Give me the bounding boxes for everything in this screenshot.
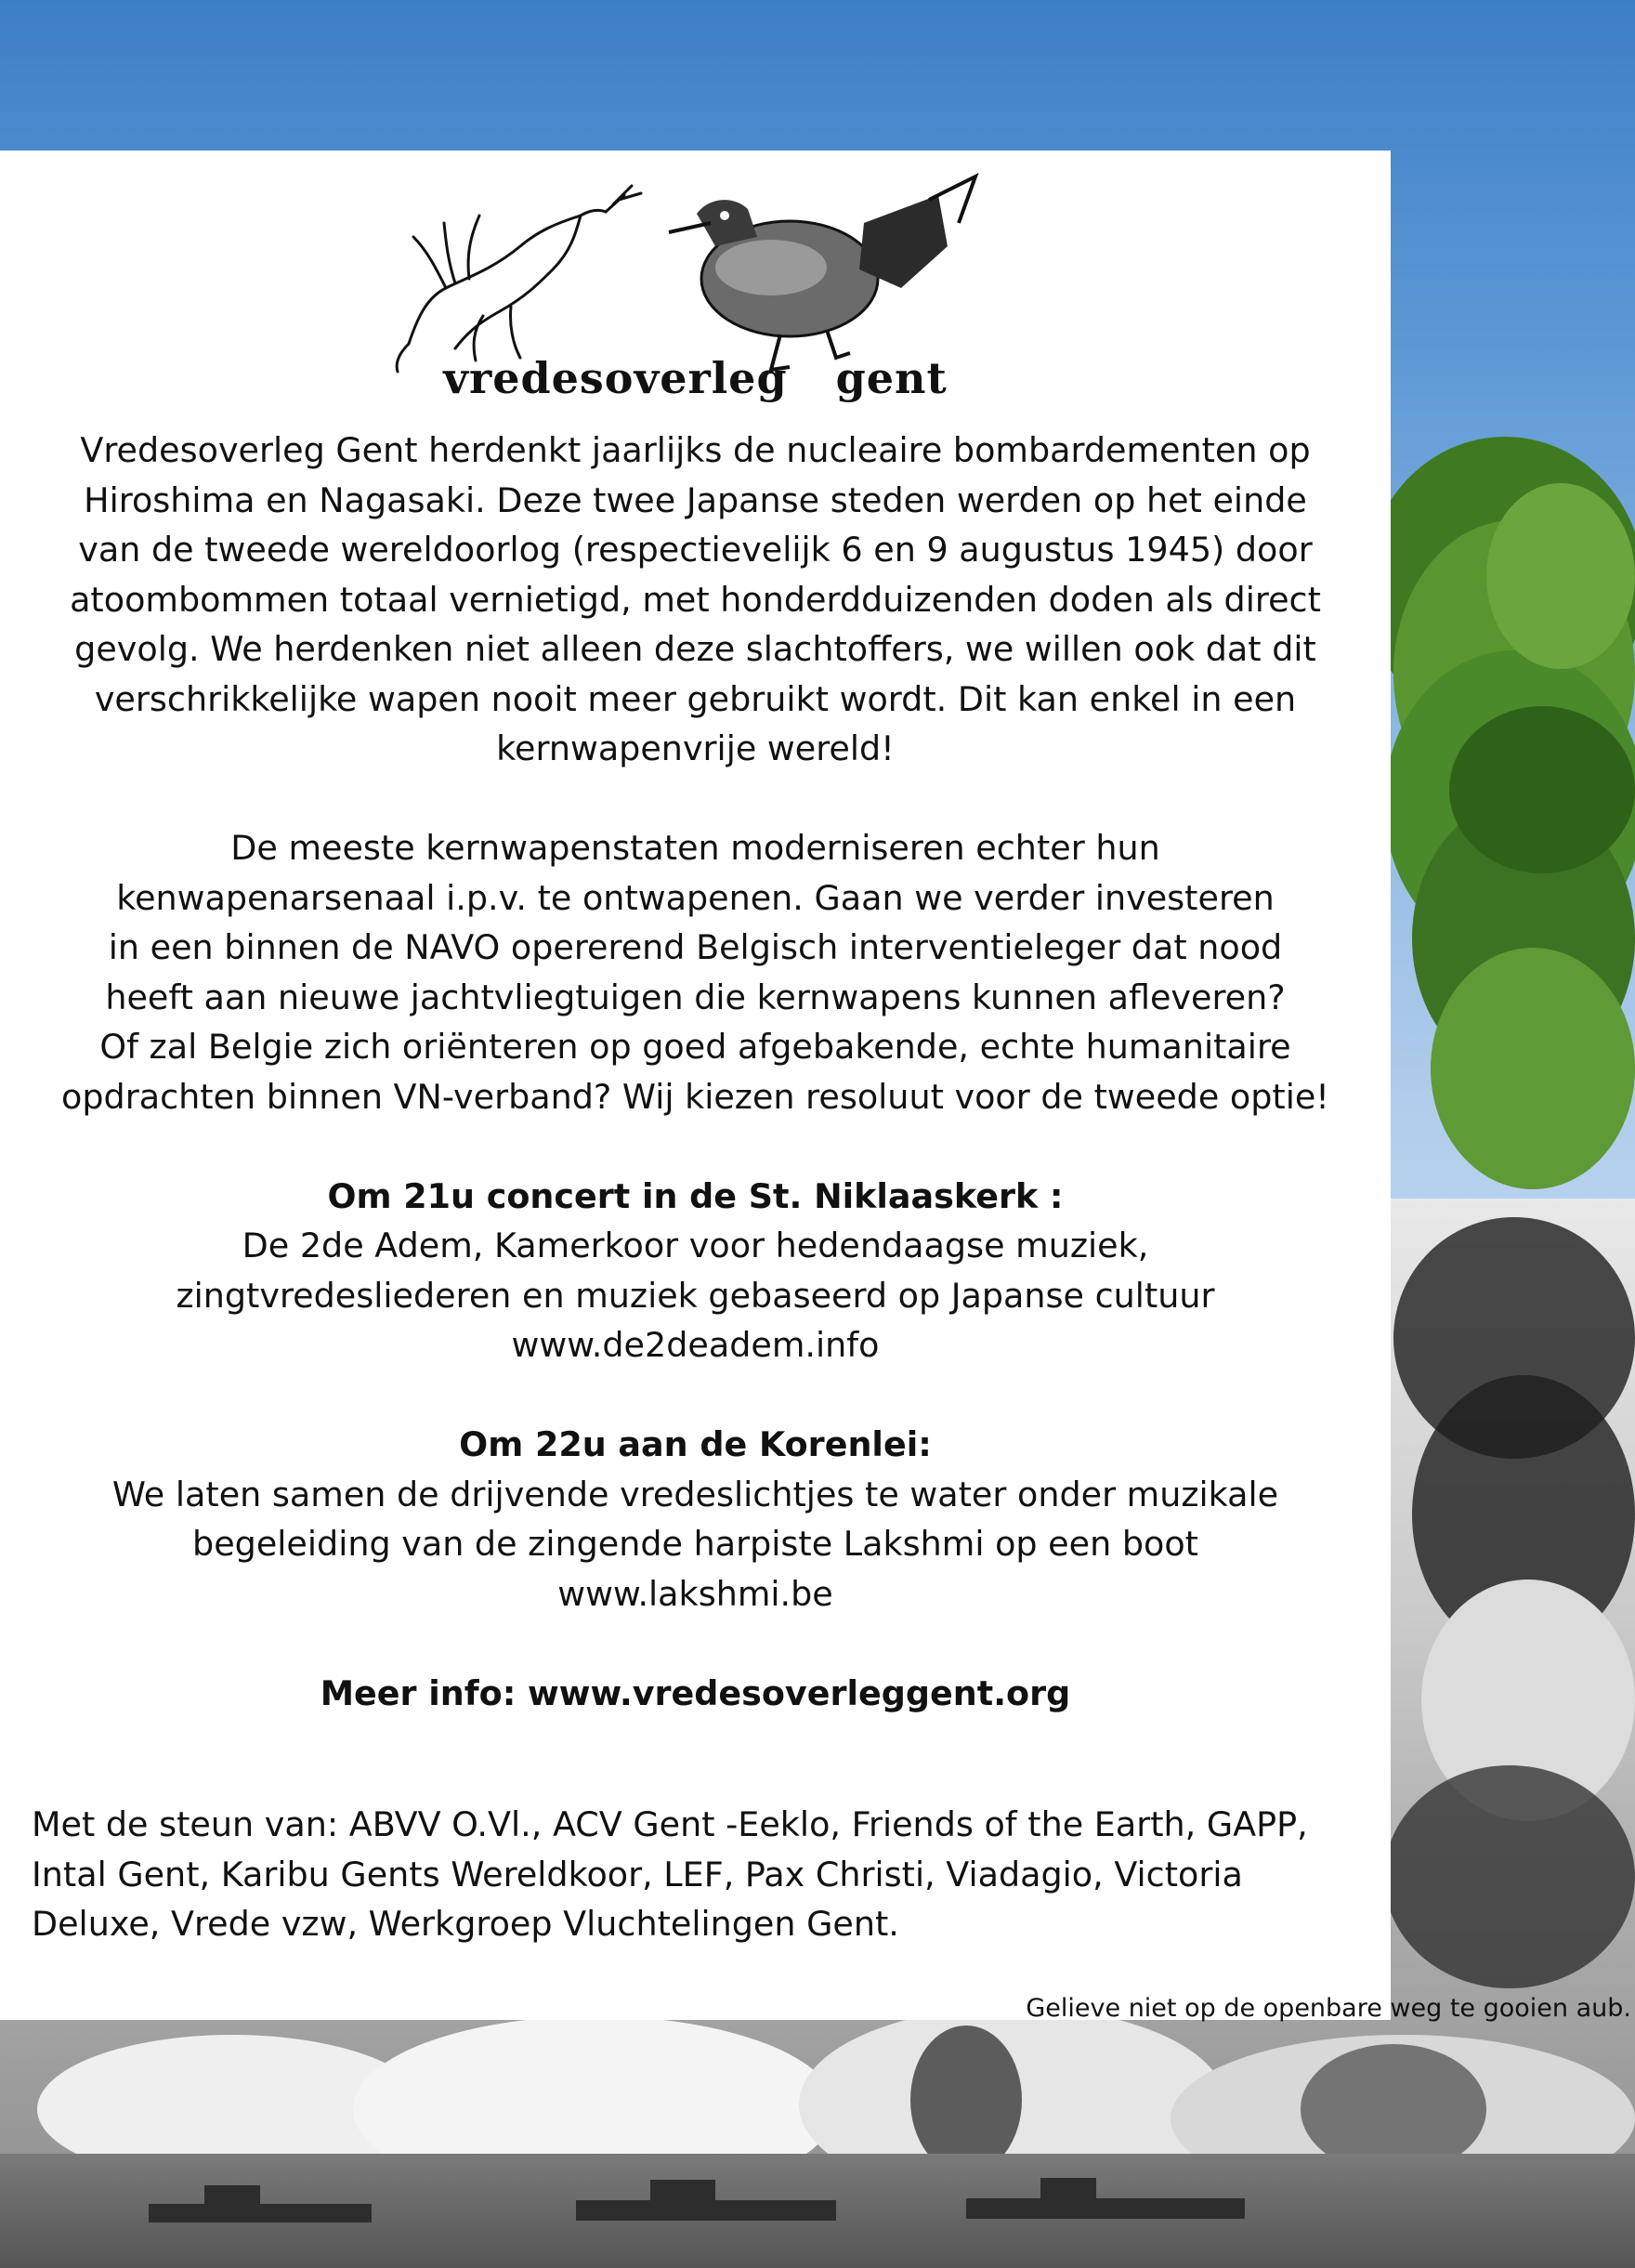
wordmark-part-1: vredesoverleg <box>443 353 788 403</box>
second-line: in een binnen de NAVO opererend Belgisch interventieleger dat nood <box>108 927 1283 967</box>
intro-line: gevolg. We herdenken niet alleen deze slachtoffers, we willen ook dat dit <box>74 629 1316 669</box>
second-line: Of zal Belgie zich oriënteren op goed afgebakende, echte humanitaire <box>99 1027 1291 1067</box>
event1-line: De 2de Adem, Kamerkoor voor hedendaagse muziek, <box>242 1226 1149 1265</box>
second-line: kenwapenarsenaal i.p.v. te ontwapenen. Gaan we verder investeren <box>116 877 1275 918</box>
event2-line: begeleiding van de zingende harpiste Lakshmi op een boot <box>192 1524 1198 1564</box>
second-line: heeft aan nieuwe jachtvliegtuigen die kernwapens kunnen afleveren? <box>105 977 1286 1017</box>
flyer-body <box>0 426 1391 1718</box>
second-line: De meeste kernwapenstaten moderniseren echter hun <box>230 828 1160 868</box>
event2-heading: Om 22u aan de Korenlei: <box>459 1424 932 1464</box>
event1-link[interactable]: www.de2deadem.info <box>511 1325 880 1365</box>
intro-line: verschrikkelijke wapen nooit meer gebruikt wordt. Dit kan enkel in een <box>94 678 1297 719</box>
intro-line: kernwapenvrije wereld! <box>496 728 895 768</box>
more-info-link[interactable]: Meer info: www.vredesoverleggent.org <box>320 1672 1071 1713</box>
intro-line: van de tweede wereldoorlog (respectievelijk 6 en 9 augustus 1945) door <box>78 530 1313 570</box>
event2-line: We laten samen de drijvende vredeslichtjes te water onder muzikale <box>111 1474 1279 1514</box>
intro-line: Vredesoverleg Gent herdenkt jaarlijks de nucleaire bombardementen op <box>80 430 1311 470</box>
wordmark-part-2: gent <box>835 353 948 403</box>
event1-line: zingtvredesliederen en muziek gebaseerd op Japanse cultuur <box>176 1275 1215 1316</box>
supporters-line: Deluxe, Vrede vzw, Werkgroep Vluchtelingen Gent. <box>32 1904 899 1944</box>
supporters <box>32 1800 1369 1949</box>
dragon-bomb-icon <box>669 177 975 370</box>
event1-heading: Om 21u concert in de St. Niklaaskerk : <box>327 1175 1064 1216</box>
dove-icon <box>397 186 641 372</box>
flyer-panel <box>0 151 1391 2020</box>
intro-line: Hiroshima en Nagasaki. Deze twee Japanse steden werden op het einde <box>84 479 1307 520</box>
event2-link[interactable]: www.lakshmi.be <box>557 1573 833 1614</box>
supporters-line: Intal Gent, Karibu Gents Wereldkoor, LEF, Pax Christi, Viadagio, Victoria <box>32 1854 1243 1894</box>
second-line: opdrachten binnen VN-verband? Wij kiezen resoluut voor de tweede optie! <box>61 1076 1329 1117</box>
intro-line: atoombommen totaal vernietigd, met honderdduizenden doden als direct <box>70 579 1321 620</box>
litter-notice: Gelieve niet op de openbare weg te gooien aub. <box>1026 1994 1631 2023</box>
logo-wordmark <box>0 353 1391 403</box>
supporters-line: Met de steun van: ABVV O.Vl., ACV Gent -Eeklo, Friends of the Earth, GAPP, <box>32 1804 1308 1844</box>
